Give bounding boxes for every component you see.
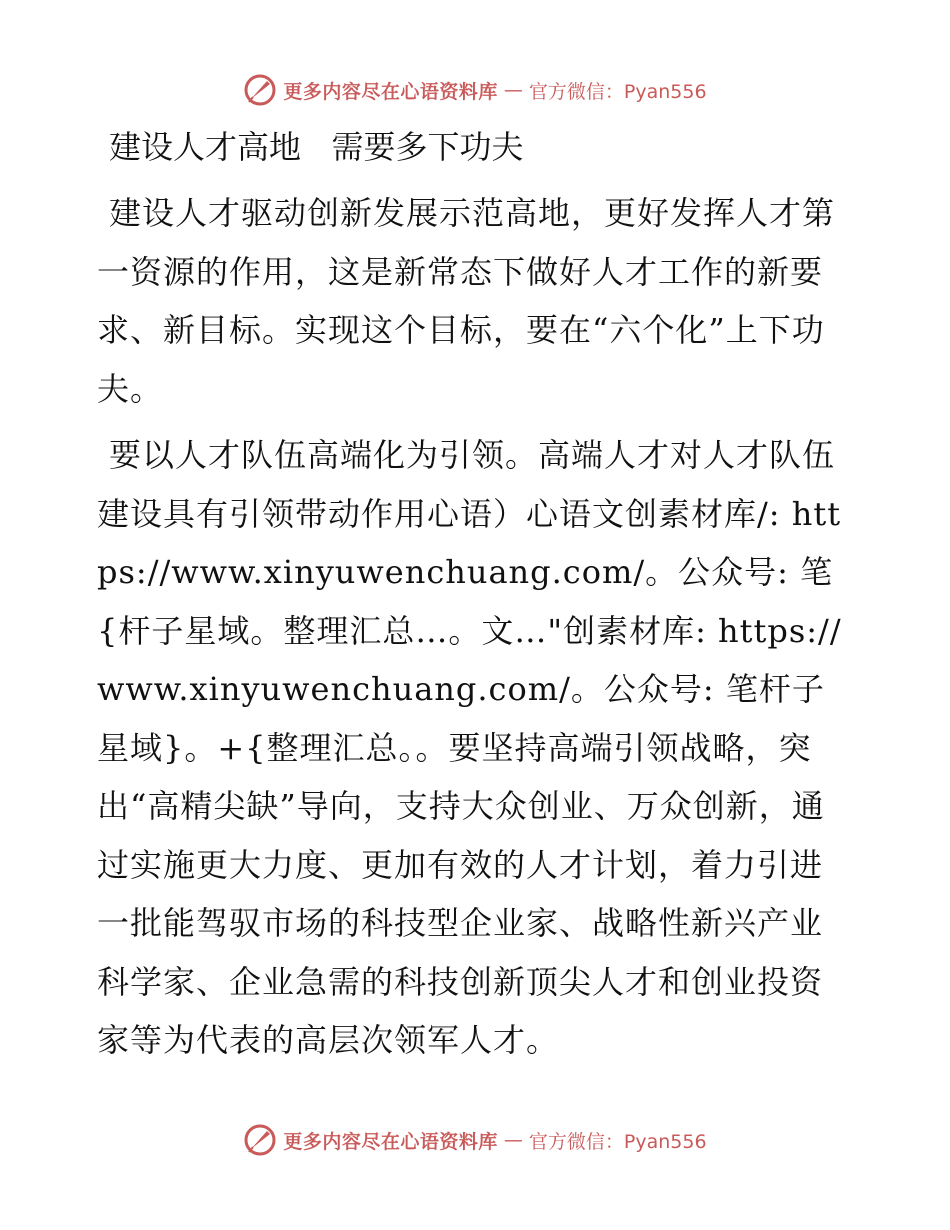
footer-separator: — [503, 1129, 523, 1151]
header-separator: — [503, 79, 523, 101]
quill-logo-icon [243, 1123, 277, 1157]
footer-banner [0, 1120, 950, 1160]
article-paragraph-2: 要以人才队伍高端化为引领。高端人才对人才队伍建设具有引领带动作用心语）心语文创素材库/: https://www.xinyuwenchuang.com/。公众号: 笔{杆子星域。整理汇总…。文…"创素材库: https://www.xinyuwenchuang.com/。公众号: 笔杆子星域}。+{整理汇总。。要坚持高端引领战略，突出“高精尖缺”导向，支持大众创业、万众创新，通过实施更大力度、更加有效的人才计划，着力引进一批能驾驭市场的科技型企业家、战略性新兴产业科学家、企业急需的科技创新顶尖人才和创业投资家等为代表的高层次领军人才。 [97, 436, 842, 1059]
header-brand-text: 更多内容尽在心语资料库 [283, 80, 498, 103]
quill-logo-icon [243, 73, 277, 107]
header-contact-text: 官方微信：Pyan556 [528, 80, 707, 103]
footer-brand-text: 更多内容尽在心语资料库 [283, 1130, 498, 1153]
article-title: 建设人才高地 需要多下功夫 [109, 128, 524, 166]
header-banner [0, 70, 950, 110]
article-paragraph-1: 建设人才驱动创新发展示范高地，更好发挥人才第一资源的作用，这是新常态下做好人才工作的新要求、新目标。实现这个目标，要在“六个化”上下功夫。 [97, 194, 836, 408]
article [97, 118, 855, 1078]
footer-contact-text: 官方微信：Pyan556 [528, 1130, 707, 1153]
